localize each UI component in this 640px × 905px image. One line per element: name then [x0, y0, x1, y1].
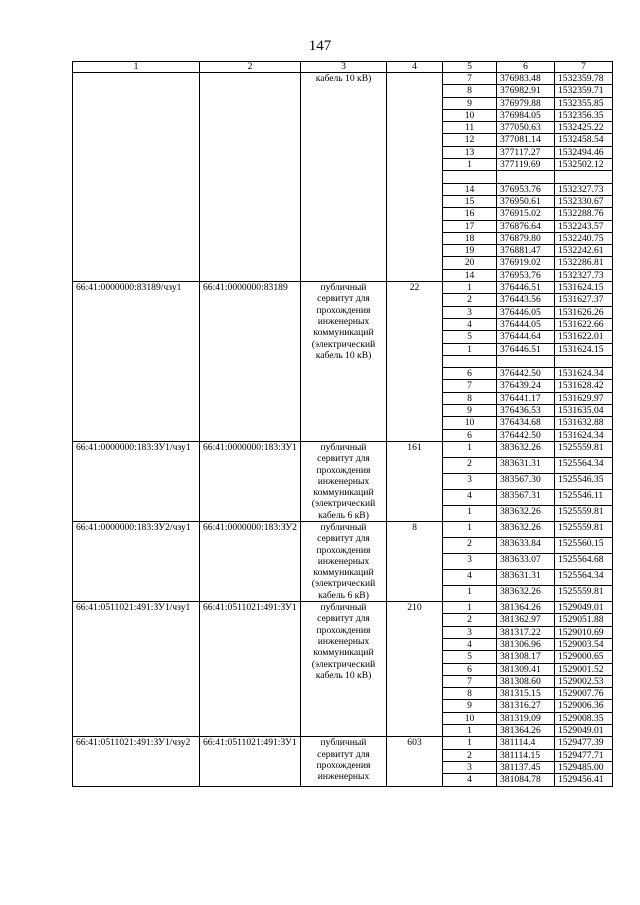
- coord-x-cell: 376442.50: [497, 429, 555, 441]
- parcel-id-cell: 66:41:0000000:183:ЗУ2/чзу1: [73, 521, 200, 601]
- coord-x-cell: 383633.07: [497, 554, 555, 570]
- table-row: [73, 282, 613, 294]
- point-number-cell: 1: [443, 602, 497, 614]
- coord-y-cell: 1529003.54: [555, 638, 613, 650]
- coord-y-cell: 1525559.81: [555, 441, 613, 457]
- coord-x-cell: 383631.31: [497, 457, 555, 473]
- parcel-id-cell: 66:41:0000000:183:ЗУ1/чзу1: [73, 441, 200, 521]
- cadastral-number-cell: 66:41:0000000:183:ЗУ1: [200, 441, 301, 521]
- point-number-cell: 1: [443, 505, 497, 521]
- header-cell: 2: [200, 62, 301, 73]
- point-number-cell: 1: [443, 282, 497, 294]
- cadastral-number-cell: 66:41:0511021:491:ЗУ1: [200, 602, 301, 737]
- point-number-cell: 18: [443, 232, 497, 244]
- coord-x-cell: 381114.4: [497, 737, 555, 749]
- coord-y-cell: 1532288.76: [555, 208, 613, 220]
- coord-y-cell: 1529001.52: [555, 663, 613, 675]
- point-number-cell: 11: [443, 122, 497, 134]
- purpose-cell: кабель 10 кВ): [301, 73, 387, 282]
- coord-x-cell: 376446.51: [497, 343, 555, 355]
- point-number-cell: 7: [443, 675, 497, 687]
- coord-x-cell: 381316.27: [497, 700, 555, 712]
- area-cell: 603: [387, 737, 443, 786]
- point-number-cell: 17: [443, 220, 497, 232]
- coord-x-cell: 377081.14: [497, 134, 555, 146]
- coord-y-cell: 1525546.11: [555, 489, 613, 505]
- coord-x-cell: 381308.17: [497, 651, 555, 663]
- coord-y-cell: 1532359.71: [555, 85, 613, 97]
- coord-y-cell: 1525564.34: [555, 457, 613, 473]
- purpose-cell: публичный сервитут для прохождения инженерных коммуникаций (электрический кабель 10 кВ): [301, 602, 387, 737]
- coord-y-cell: 1531632.88: [555, 417, 613, 429]
- point-number-cell: 9: [443, 700, 497, 712]
- purpose-cell: публичный сервитут для прохождения инженерных: [301, 737, 387, 786]
- point-number-cell: 7: [443, 380, 497, 392]
- header-cell: 1: [73, 62, 200, 73]
- coord-x-cell: 383567.31: [497, 489, 555, 505]
- coord-y-cell: [555, 171, 613, 183]
- coord-y-cell: 1531628.42: [555, 380, 613, 392]
- point-number-cell: 4: [443, 318, 497, 330]
- coord-y-cell: 1525559.81: [555, 505, 613, 521]
- point-number-cell: 3: [443, 473, 497, 489]
- point-number-cell: 10: [443, 417, 497, 429]
- table-row: [73, 73, 613, 85]
- coord-x-cell: 376441.17: [497, 392, 555, 404]
- coord-y-cell: 1532494.46: [555, 146, 613, 158]
- point-number-cell: 20: [443, 257, 497, 269]
- coord-x-cell: 381364.26: [497, 602, 555, 614]
- point-number-cell: 5: [443, 651, 497, 663]
- coord-x-cell: 381114.15: [497, 749, 555, 761]
- point-number-cell: 13: [443, 146, 497, 158]
- point-number-cell: 3: [443, 306, 497, 318]
- point-number-cell: 4: [443, 774, 497, 786]
- coord-x-cell: 376446.05: [497, 306, 555, 318]
- parcel-id-cell: 66:41:0000000:83189/чзу1: [73, 282, 200, 442]
- point-number-cell: 1: [443, 737, 497, 749]
- point-number-cell: 1: [443, 586, 497, 602]
- coord-y-cell: 1531624.34: [555, 429, 613, 441]
- point-number-cell: 3: [443, 554, 497, 570]
- coord-x-cell: 376446.51: [497, 282, 555, 294]
- coord-x-cell: 381364.26: [497, 725, 555, 737]
- coord-x-cell: 376982.91: [497, 85, 555, 97]
- point-number-cell: 4: [443, 570, 497, 586]
- coord-x-cell: [497, 171, 555, 183]
- coord-y-cell: 1532330.67: [555, 195, 613, 207]
- point-number-cell: [443, 355, 497, 367]
- table-body: [73, 73, 613, 787]
- point-number-cell: 2: [443, 457, 497, 473]
- coord-y-cell: 1529008.35: [555, 712, 613, 724]
- coord-x-cell: 376436.53: [497, 405, 555, 417]
- point-number-cell: 12: [443, 134, 497, 146]
- point-number-cell: 3: [443, 626, 497, 638]
- point-number-cell: 8: [443, 688, 497, 700]
- coord-x-cell: 381306.96: [497, 638, 555, 650]
- coord-x-cell: 376442.50: [497, 368, 555, 380]
- coord-y-cell: 1529485.00: [555, 761, 613, 773]
- point-number-cell: [443, 171, 497, 183]
- coord-x-cell: 377117.27: [497, 146, 555, 158]
- coord-y-cell: 1529477.71: [555, 749, 613, 761]
- coord-x-cell: 381309.41: [497, 663, 555, 675]
- coord-y-cell: 1532502.12: [555, 159, 613, 171]
- coord-x-cell: [497, 355, 555, 367]
- coordinates-table: [72, 61, 613, 787]
- coord-x-cell: 383632.26: [497, 505, 555, 521]
- point-number-cell: 2: [443, 538, 497, 554]
- coord-y-cell: 1532359.78: [555, 73, 613, 85]
- point-number-cell: 19: [443, 245, 497, 257]
- coord-x-cell: 377119.69: [497, 159, 555, 171]
- coord-y-cell: 1532286.81: [555, 257, 613, 269]
- coord-x-cell: 376444.05: [497, 318, 555, 330]
- coord-y-cell: 1525560.15: [555, 538, 613, 554]
- coord-y-cell: 1531629.97: [555, 392, 613, 404]
- coord-y-cell: 1532327.73: [555, 269, 613, 281]
- coord-x-cell: 376443.56: [497, 294, 555, 306]
- purpose-cell: публичный сервитут для прохождения инженерных коммуникаций (электрический кабель 6 кВ): [301, 441, 387, 521]
- cadastral-number-cell: 66:41:0000000:83189: [200, 282, 301, 442]
- table-row: [73, 441, 613, 457]
- parcel-id-cell: [73, 73, 200, 282]
- coord-x-cell: 376950.61: [497, 195, 555, 207]
- coord-y-cell: 1532242.61: [555, 245, 613, 257]
- coord-x-cell: 376439.24: [497, 380, 555, 392]
- coord-y-cell: 1532240.75: [555, 232, 613, 244]
- point-number-cell: 5: [443, 331, 497, 343]
- coord-y-cell: 1529000.65: [555, 651, 613, 663]
- area-cell: 22: [387, 282, 443, 442]
- page-number: 147: [308, 38, 332, 54]
- coord-x-cell: 383632.26: [497, 586, 555, 602]
- coord-y-cell: 1529477.39: [555, 737, 613, 749]
- coord-x-cell: 376915.02: [497, 208, 555, 220]
- coord-x-cell: 381319.09: [497, 712, 555, 724]
- coord-x-cell: 376953.76: [497, 269, 555, 281]
- coord-y-cell: 1532458.54: [555, 134, 613, 146]
- coord-y-cell: 1531626.26: [555, 306, 613, 318]
- purpose-cell: публичный сервитут для прохождения инженерных коммуникаций (электрический кабель 6 кВ): [301, 521, 387, 601]
- cadastral-number-cell: 66:41:0511021:491:ЗУ1: [200, 737, 301, 786]
- coord-y-cell: 1525564.68: [555, 554, 613, 570]
- coord-y-cell: 1529002.53: [555, 675, 613, 687]
- parcel-id-cell: 66:41:0511021:491:ЗУ1/чзу1: [73, 602, 200, 737]
- coord-x-cell: 381137.45: [497, 761, 555, 773]
- header-cell: 5: [443, 62, 497, 73]
- point-number-cell: 6: [443, 663, 497, 675]
- coord-y-cell: 1532355.85: [555, 97, 613, 109]
- coord-y-cell: 1529456.41: [555, 774, 613, 786]
- area-cell: 161: [387, 441, 443, 521]
- coord-y-cell: 1525564.34: [555, 570, 613, 586]
- point-number-cell: 1: [443, 159, 497, 171]
- point-number-cell: 1: [443, 343, 497, 355]
- coord-y-cell: [555, 355, 613, 367]
- coord-y-cell: 1529006.36: [555, 700, 613, 712]
- coord-x-cell: 381362.97: [497, 614, 555, 626]
- point-number-cell: 2: [443, 294, 497, 306]
- point-number-cell: 9: [443, 405, 497, 417]
- coord-x-cell: 376434.68: [497, 417, 555, 429]
- point-number-cell: 8: [443, 85, 497, 97]
- cadastral-number-cell: 66:41:0000000:183:ЗУ2: [200, 521, 301, 601]
- point-number-cell: 6: [443, 429, 497, 441]
- coord-y-cell: 1532243.57: [555, 220, 613, 232]
- coord-y-cell: 1532327.73: [555, 183, 613, 195]
- coord-y-cell: 1529051.88: [555, 614, 613, 626]
- coord-y-cell: 1529010.69: [555, 626, 613, 638]
- point-number-cell: 7: [443, 73, 497, 85]
- coord-x-cell: 376876.64: [497, 220, 555, 232]
- point-number-cell: 6: [443, 368, 497, 380]
- table-row: [73, 602, 613, 614]
- coord-y-cell: 1531624.15: [555, 282, 613, 294]
- coord-y-cell: 1529049.01: [555, 725, 613, 737]
- point-number-cell: 10: [443, 712, 497, 724]
- coord-y-cell: 1525559.81: [555, 521, 613, 537]
- coord-y-cell: 1525546.35: [555, 473, 613, 489]
- point-number-cell: 10: [443, 109, 497, 121]
- area-cell: [387, 73, 443, 282]
- point-number-cell: 15: [443, 195, 497, 207]
- area-cell: 210: [387, 602, 443, 737]
- coord-y-cell: 1531622.66: [555, 318, 613, 330]
- point-number-cell: 14: [443, 183, 497, 195]
- coord-x-cell: 383632.26: [497, 441, 555, 457]
- coord-y-cell: 1529049.01: [555, 602, 613, 614]
- coord-x-cell: 381084.78: [497, 774, 555, 786]
- coord-x-cell: 377050.63: [497, 122, 555, 134]
- coord-x-cell: 381308.60: [497, 675, 555, 687]
- point-number-cell: 4: [443, 638, 497, 650]
- coord-x-cell: 383633.84: [497, 538, 555, 554]
- header-cell: 3: [301, 62, 387, 73]
- point-number-cell: 4: [443, 489, 497, 505]
- purpose-cell: публичный сервитут для прохождения инженерных коммуникаций (электрический кабель 10 кВ): [301, 282, 387, 442]
- cadastral-number-cell: [200, 73, 301, 282]
- coord-x-cell: 376953.76: [497, 183, 555, 195]
- header-row: [73, 62, 613, 73]
- area-cell: 8: [387, 521, 443, 601]
- coord-x-cell: 381315.15: [497, 688, 555, 700]
- point-number-cell: 8: [443, 392, 497, 404]
- coord-x-cell: 383567.30: [497, 473, 555, 489]
- coord-x-cell: 383631.31: [497, 570, 555, 586]
- point-number-cell: 1: [443, 521, 497, 537]
- header-cell: 6: [497, 62, 555, 73]
- coord-x-cell: 376984.05: [497, 109, 555, 121]
- coord-x-cell: 376979.88: [497, 97, 555, 109]
- coord-y-cell: 1531627.37: [555, 294, 613, 306]
- coord-y-cell: 1531635.04: [555, 405, 613, 417]
- coord-x-cell: 376444.64: [497, 331, 555, 343]
- point-number-cell: 1: [443, 725, 497, 737]
- table-row: [73, 521, 613, 537]
- coord-x-cell: 376983.48: [497, 73, 555, 85]
- point-number-cell: 14: [443, 269, 497, 281]
- point-number-cell: 2: [443, 614, 497, 626]
- header-cell: 4: [387, 62, 443, 73]
- point-number-cell: 3: [443, 761, 497, 773]
- parcel-id-cell: 66:41:0511021:491:ЗУ1/чзу2: [73, 737, 200, 786]
- point-number-cell: 1: [443, 441, 497, 457]
- header-cell: 7: [555, 62, 613, 73]
- coord-y-cell: 1529007.76: [555, 688, 613, 700]
- coord-y-cell: 1531622.01: [555, 331, 613, 343]
- table-row: [73, 737, 613, 749]
- coord-y-cell: 1531624.15: [555, 343, 613, 355]
- coord-y-cell: 1525559.81: [555, 586, 613, 602]
- point-number-cell: 16: [443, 208, 497, 220]
- coord-x-cell: 383632.26: [497, 521, 555, 537]
- coord-x-cell: 376879.80: [497, 232, 555, 244]
- point-number-cell: 9: [443, 97, 497, 109]
- coord-x-cell: 381317.22: [497, 626, 555, 638]
- coord-y-cell: 1531624.34: [555, 368, 613, 380]
- coord-x-cell: 376919.02: [497, 257, 555, 269]
- point-number-cell: 2: [443, 749, 497, 761]
- coord-x-cell: 376881.47: [497, 245, 555, 257]
- coord-y-cell: 1532356.35: [555, 109, 613, 121]
- coord-y-cell: 1532425.22: [555, 122, 613, 134]
